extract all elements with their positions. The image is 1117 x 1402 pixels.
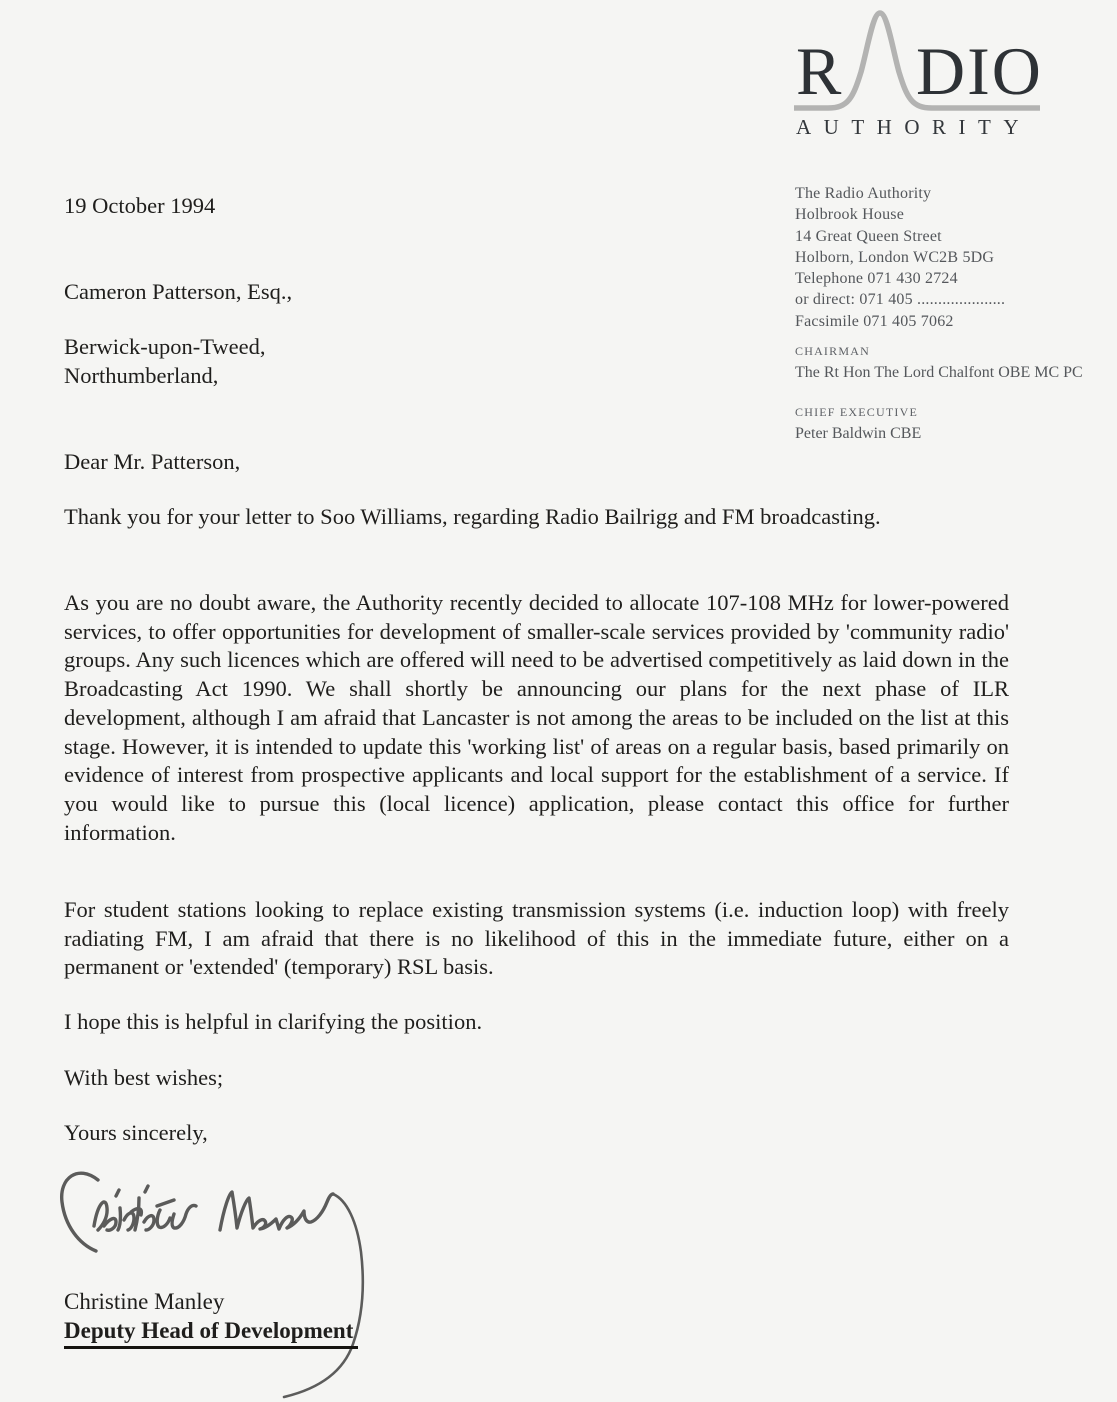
letterhead-address — [795, 183, 1110, 332]
recipient-address — [64, 333, 265, 390]
address-line: 14 Great Queen Street — [795, 227, 942, 245]
paragraph-hope: I hope this is helpful in clarifying the position. — [64, 1009, 483, 1034]
chairman-label: CHAIRMAN — [795, 344, 870, 358]
logo-graphic — [788, 8, 1048, 148]
chief-executive-name: Peter Baldwin CBE — [795, 425, 922, 442]
radio-authority-logo — [788, 8, 1048, 148]
chairman-block — [795, 344, 1110, 382]
salutation: Dear Mr. Patterson, — [64, 449, 241, 474]
closing-wishes: With best wishes; — [64, 1065, 224, 1090]
address-line: Holborn, London WC2B 5DG — [795, 248, 995, 266]
recipient-address-line: Berwick-upon-Tweed, — [64, 334, 266, 359]
chief-executive-label: CHIEF EXECUTIVE — [795, 405, 918, 419]
logo-subtitle: AUTHORITY — [796, 115, 1031, 139]
address-line: The Radio Authority — [795, 185, 932, 202]
signature-tail-stroke — [284, 1194, 363, 1397]
letter-date: 19 October 1994 — [64, 193, 216, 218]
address-line: Holbrook House — [795, 206, 905, 224]
scan-fade-artifact — [60, 549, 255, 563]
recipient-name: Cameron Patterson, Esq., — [64, 279, 293, 304]
chairman-name: The Rt Hon The Lord Chalfont OBE MC PC — [795, 364, 1083, 381]
sender-title — [64, 1318, 358, 1349]
paragraph-thanks: Thank you for your letter to Soo Williams, regarding Radio Bailrigg and FM broadcasting. — [64, 504, 881, 529]
handwritten-signature — [50, 1166, 382, 1402]
address-line-telephone: Telephone 071 430 2724 — [795, 270, 958, 288]
signature-stroke — [62, 1173, 98, 1251]
signature-stroke — [94, 1186, 196, 1230]
sender-title-text: Deputy Head of Development — [64, 1318, 358, 1349]
signoff: Yours sincerely, — [64, 1120, 208, 1145]
signature-stroke — [220, 1192, 333, 1230]
logo-word-right: DIO — [916, 33, 1043, 109]
paragraph-student-stations: For student stations looking to replace existing transmission systems (i.e. induction loop) with freely radiating FM, I am afraid that there is no likelihood of this in the immediate future, either on a permanent or 'extended' (temporary) RSL basis. — [64, 897, 1009, 980]
paragraph-allocation: As you are no doubt aware, the Authority recently decided to allocate 107-108 MHz for lower-powered services, to offer opportunities for development of smaller-scale services provided by 'community radio' groups. Any such licences which are offered will need to be advertised competitively as laid down in the Broadcasting Act 1990. We shall shortly be announcing our plans for the next phase of ILR development, although I am afraid that Lancaster is not among the areas to be included on the list at this stage. However, it is intended to update this 'working list' of areas on a regular basis, based primarily on evidence of interest from prospective applicants and local support for the establishment of a service. If you would like to pursue this (local licence) application, please contact this office for further information. — [64, 590, 1009, 845]
address-line-facsimile: Facsimile 071 405 7062 — [795, 312, 954, 330]
sender-name: Christine Manley — [64, 1289, 225, 1314]
chief-executive-block — [795, 405, 1110, 443]
logo-word-left: R — [796, 33, 842, 109]
address-line-direct: or direct: 071 405 ..................... — [795, 291, 1006, 309]
recipient-address-line: Northumberland, — [64, 362, 219, 388]
